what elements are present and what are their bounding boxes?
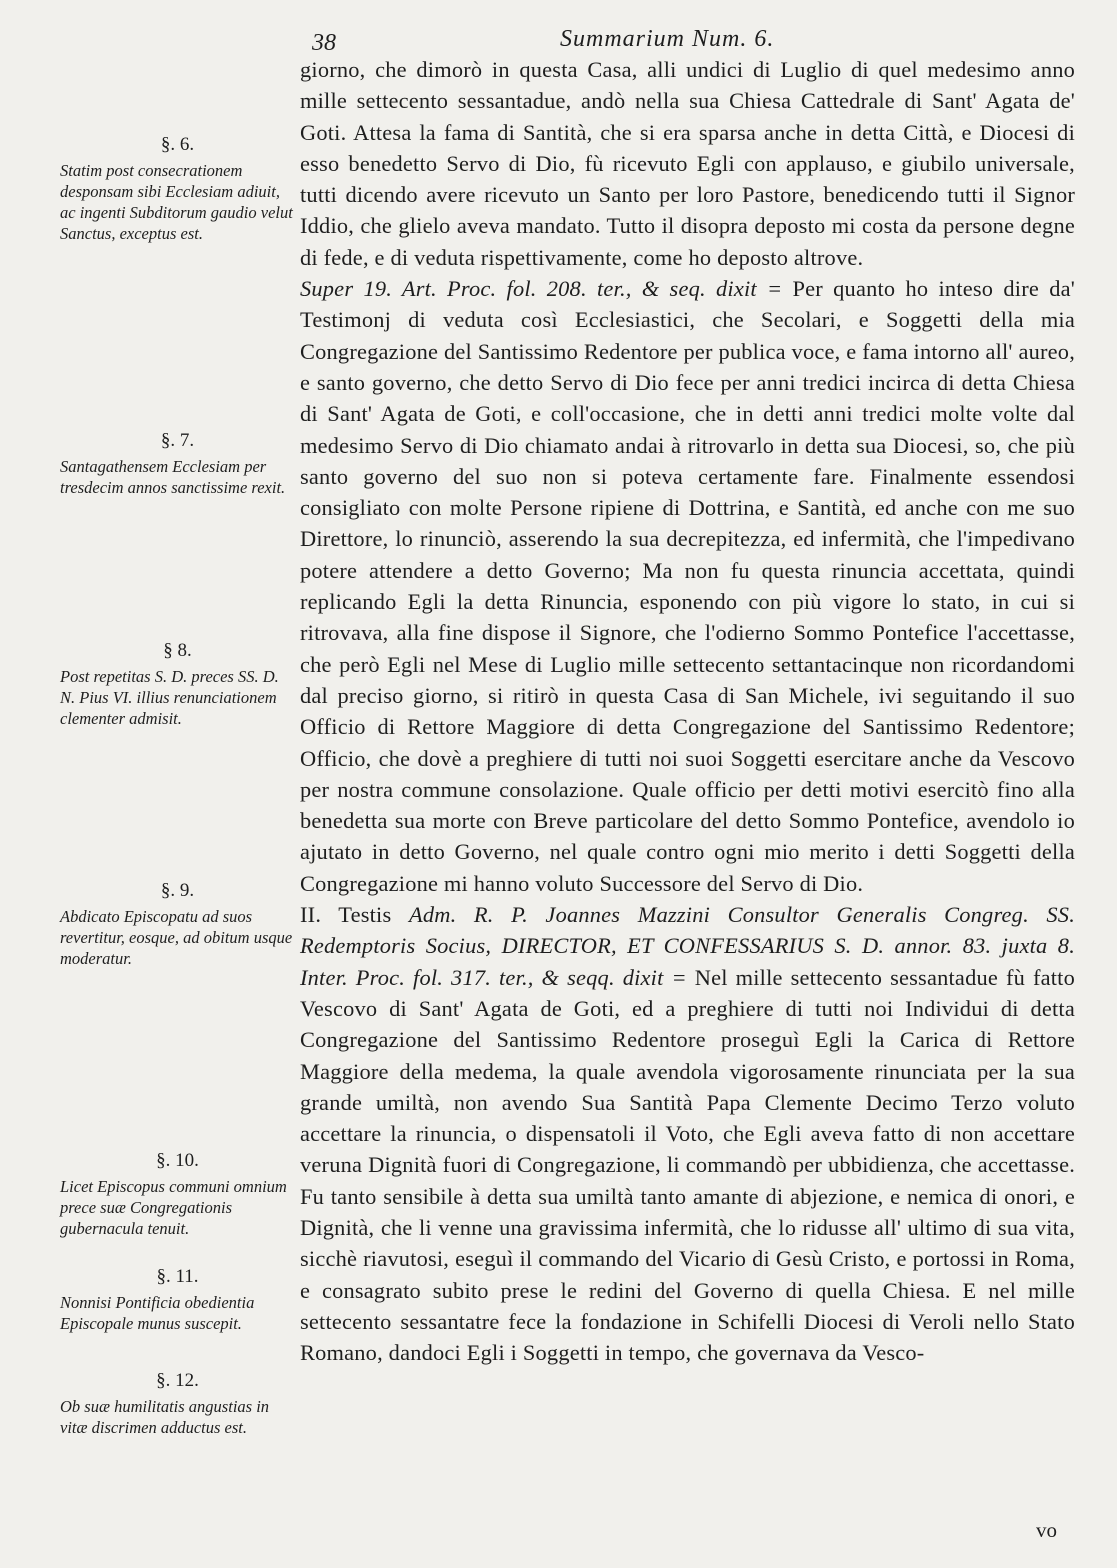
- catchword: vo: [1036, 1518, 1057, 1542]
- margin-note: [60, 1266, 295, 1334]
- margin-note: [60, 1150, 295, 1239]
- running-head: Summarium Num. 6.: [560, 26, 775, 52]
- paragraph: [300, 273, 1075, 899]
- paragraph: giorno, che dimorò in questa Casa, alli undici di Luglio di quel medesimo anno mille settecento sessantadue, andò nella sua Chiesa Cattedrale di Sant' Agata de' Goti. Attesa la fama di Santità, che si era sparsa anche in detta Città, e Diocesi di esso benedetto Servo di Dio, fù ricevuto Egli con applauso, e giubilo universale, tutti dicendo avere ricevuto un Santo per loro Pastore, benedicendo tutti il Signor Iddio, che glielo aveva mandato. Tutto il disopra deposto mi costa da persone degne di fede, e di veduta rispettivamente, come ho deposto altrove.: [300, 57, 1075, 270]
- deposition-reference: Super 19. Art. Proc. fol. 208. ter., & seq. dixit =: [300, 276, 783, 302]
- page-number: 38: [312, 30, 336, 56]
- testis-label: Testis: [338, 902, 392, 928]
- margin-note-section: §. 11.: [156, 1266, 199, 1287]
- margin-note-text: Santagathensem Ecclesiam per tresdecim annos sanctissime rexit.: [60, 457, 286, 497]
- testis-reference: Adm. R. P. Joannes Mazzini Consultor Generalis Congreg. SS. Redemptoris Socius, DIRECTOR, ET CONFESSARIUS S. D. annor. 83. juxta 8. Inter. Proc. fol. 317. ter., & seqq. dixit =: [300, 902, 1075, 990]
- margin-note-text: Ob suæ humilitatis angustias in vitæ discrimen adductus est.: [60, 1397, 270, 1437]
- testis-number: II.: [300, 902, 322, 928]
- margin-note-section: §. 9.: [160, 880, 195, 901]
- margin-note-text: Nonnisi Pontificia obedientia Episcopale munus suscepit.: [60, 1293, 255, 1333]
- margin-note-section: §. 7.: [160, 430, 195, 451]
- margin-note: [60, 1370, 295, 1438]
- margin-note-text: Abdicato Episcopatu ad suos revertitur, eosque, ad obitum usque moderatur.: [60, 907, 293, 968]
- margin-note: [60, 430, 295, 498]
- margin-note-text: Post repetitas S. D. preces SS. D. N. Pius VI. illius renunciationem clementer admisit.: [60, 667, 279, 728]
- margin-note: [60, 880, 295, 969]
- deposition-text: Nel mille settecento sessantadue fù fatto Vescovo di Sant' Agata de Goti, ed a preghiere di tutti noi Individui di detta Congregazione del Santissimo Redentore proseguì Egli la Carica di Rettore Maggiore della medema, la quale avendola vigorosamente rinunciata per la sua grande umiltà, non avendo Sua Santità Papa Clemente Decimo Terzo voluto accettare la rinuncia, o dispensatoli il Voto, che Egli aveva fatto di non accettare veruna Dignità fuori di Congregazione, li commandò per ubbidienza, che accettasse. Fu tanto sensibile à detta sua umiltà tanto amante di abjezione, e nemica di onori, e Dignità, che li venne una gravissima infermità, che lo ridusse all' ultimo di sua vita, sicchè riavutosi, eseguì il commando del Vicario di Gesù Cristo, e portossi in Roma, e consagrato subito prese le redini del Governo di quella Chiesa. E nel mille settecento sessantatre fece la fondazione in Schifelli Diocesi di Veroli nello Stato Romano, dandoci Egli i Soggetti in tempo, che governava da Vesco-: [300, 964, 1075, 1366]
- margin-note-section: §. 12.: [156, 1370, 199, 1391]
- margin-note: [60, 640, 295, 729]
- paragraph: [300, 899, 1075, 1368]
- deposition-text: Per quanto ho inteso dire da' Testimonj di veduta così Ecclesiastici, che Secolari, e Soggetti della mia Congregazione del Santissimo Redentore per publica voce, e fama intorno all' aureo, e santo governo, che detto Servo di Dio fece per anni tredici incirca di detta Chiesa di Sant' Agata de Goti, e coll'occasione, che in detti anni tredici molte volte dal medesimo Servo di Dio chiamato andai à ritrovarlo in detta sua Diocesi, so, che più santo governo del suo non si poteva certamente fare. Finalmente essendosi consigliato con molte Persone ripiene di Dottrina, e Santità, ed anche con me suo Direttore, lo rinunciò, asserendo la sua decrepitezza, ed infermità, che l'impedivano potere attendere a detto Governo; Ma non fu questa rinuncia accettata, quindi replicando Egli la detta Rinuncia, esponendo con più vigore lo stato, in cui si ritrovava, alla fine dispose il Signore, che l'odierno Sommo Pontefice l'accettasse, che però Egli nel Mese di Luglio mille settecento settantacinque non ricordandomi dal preciso giorno, si ritirò in questa Casa di San Michele, ivi seguitando il suo Officio di Rettore Maggiore di detta Congregazione del Santissimo Redentore; Officio, che dovè a preghiere di tutti noi suoi Soggetti esercitare anche da Vescovo per nostra commune consolazione. Quale officio per detti motivi esercitò fino alla benedetta sua morte con Breve particolare del detto Sommo Pontefice, avendolo io ajutato in detto Governo, nel quale contro ogni mio merito i detti Soggetti della Congregazione mi hanno voluto Successore del Servo di Dio.: [300, 276, 1075, 896]
- margin-note-section: §. 6.: [160, 134, 195, 155]
- margin-note-section: §. 10.: [156, 1150, 199, 1171]
- margin-note-text: Licet Episcopus communi omnium prece suæ Congregationis gubernacula tenuit.: [60, 1177, 287, 1238]
- margin-note-section: § 8.: [163, 640, 192, 661]
- margin-note-text: Statim post consecrationem desponsam sibi Ecclesiam adiuit, ac ingenti Subditorum gaudio velut Sanctus, exceptus est.: [60, 161, 293, 243]
- margin-note: [60, 134, 295, 244]
- main-text: [300, 54, 1075, 1368]
